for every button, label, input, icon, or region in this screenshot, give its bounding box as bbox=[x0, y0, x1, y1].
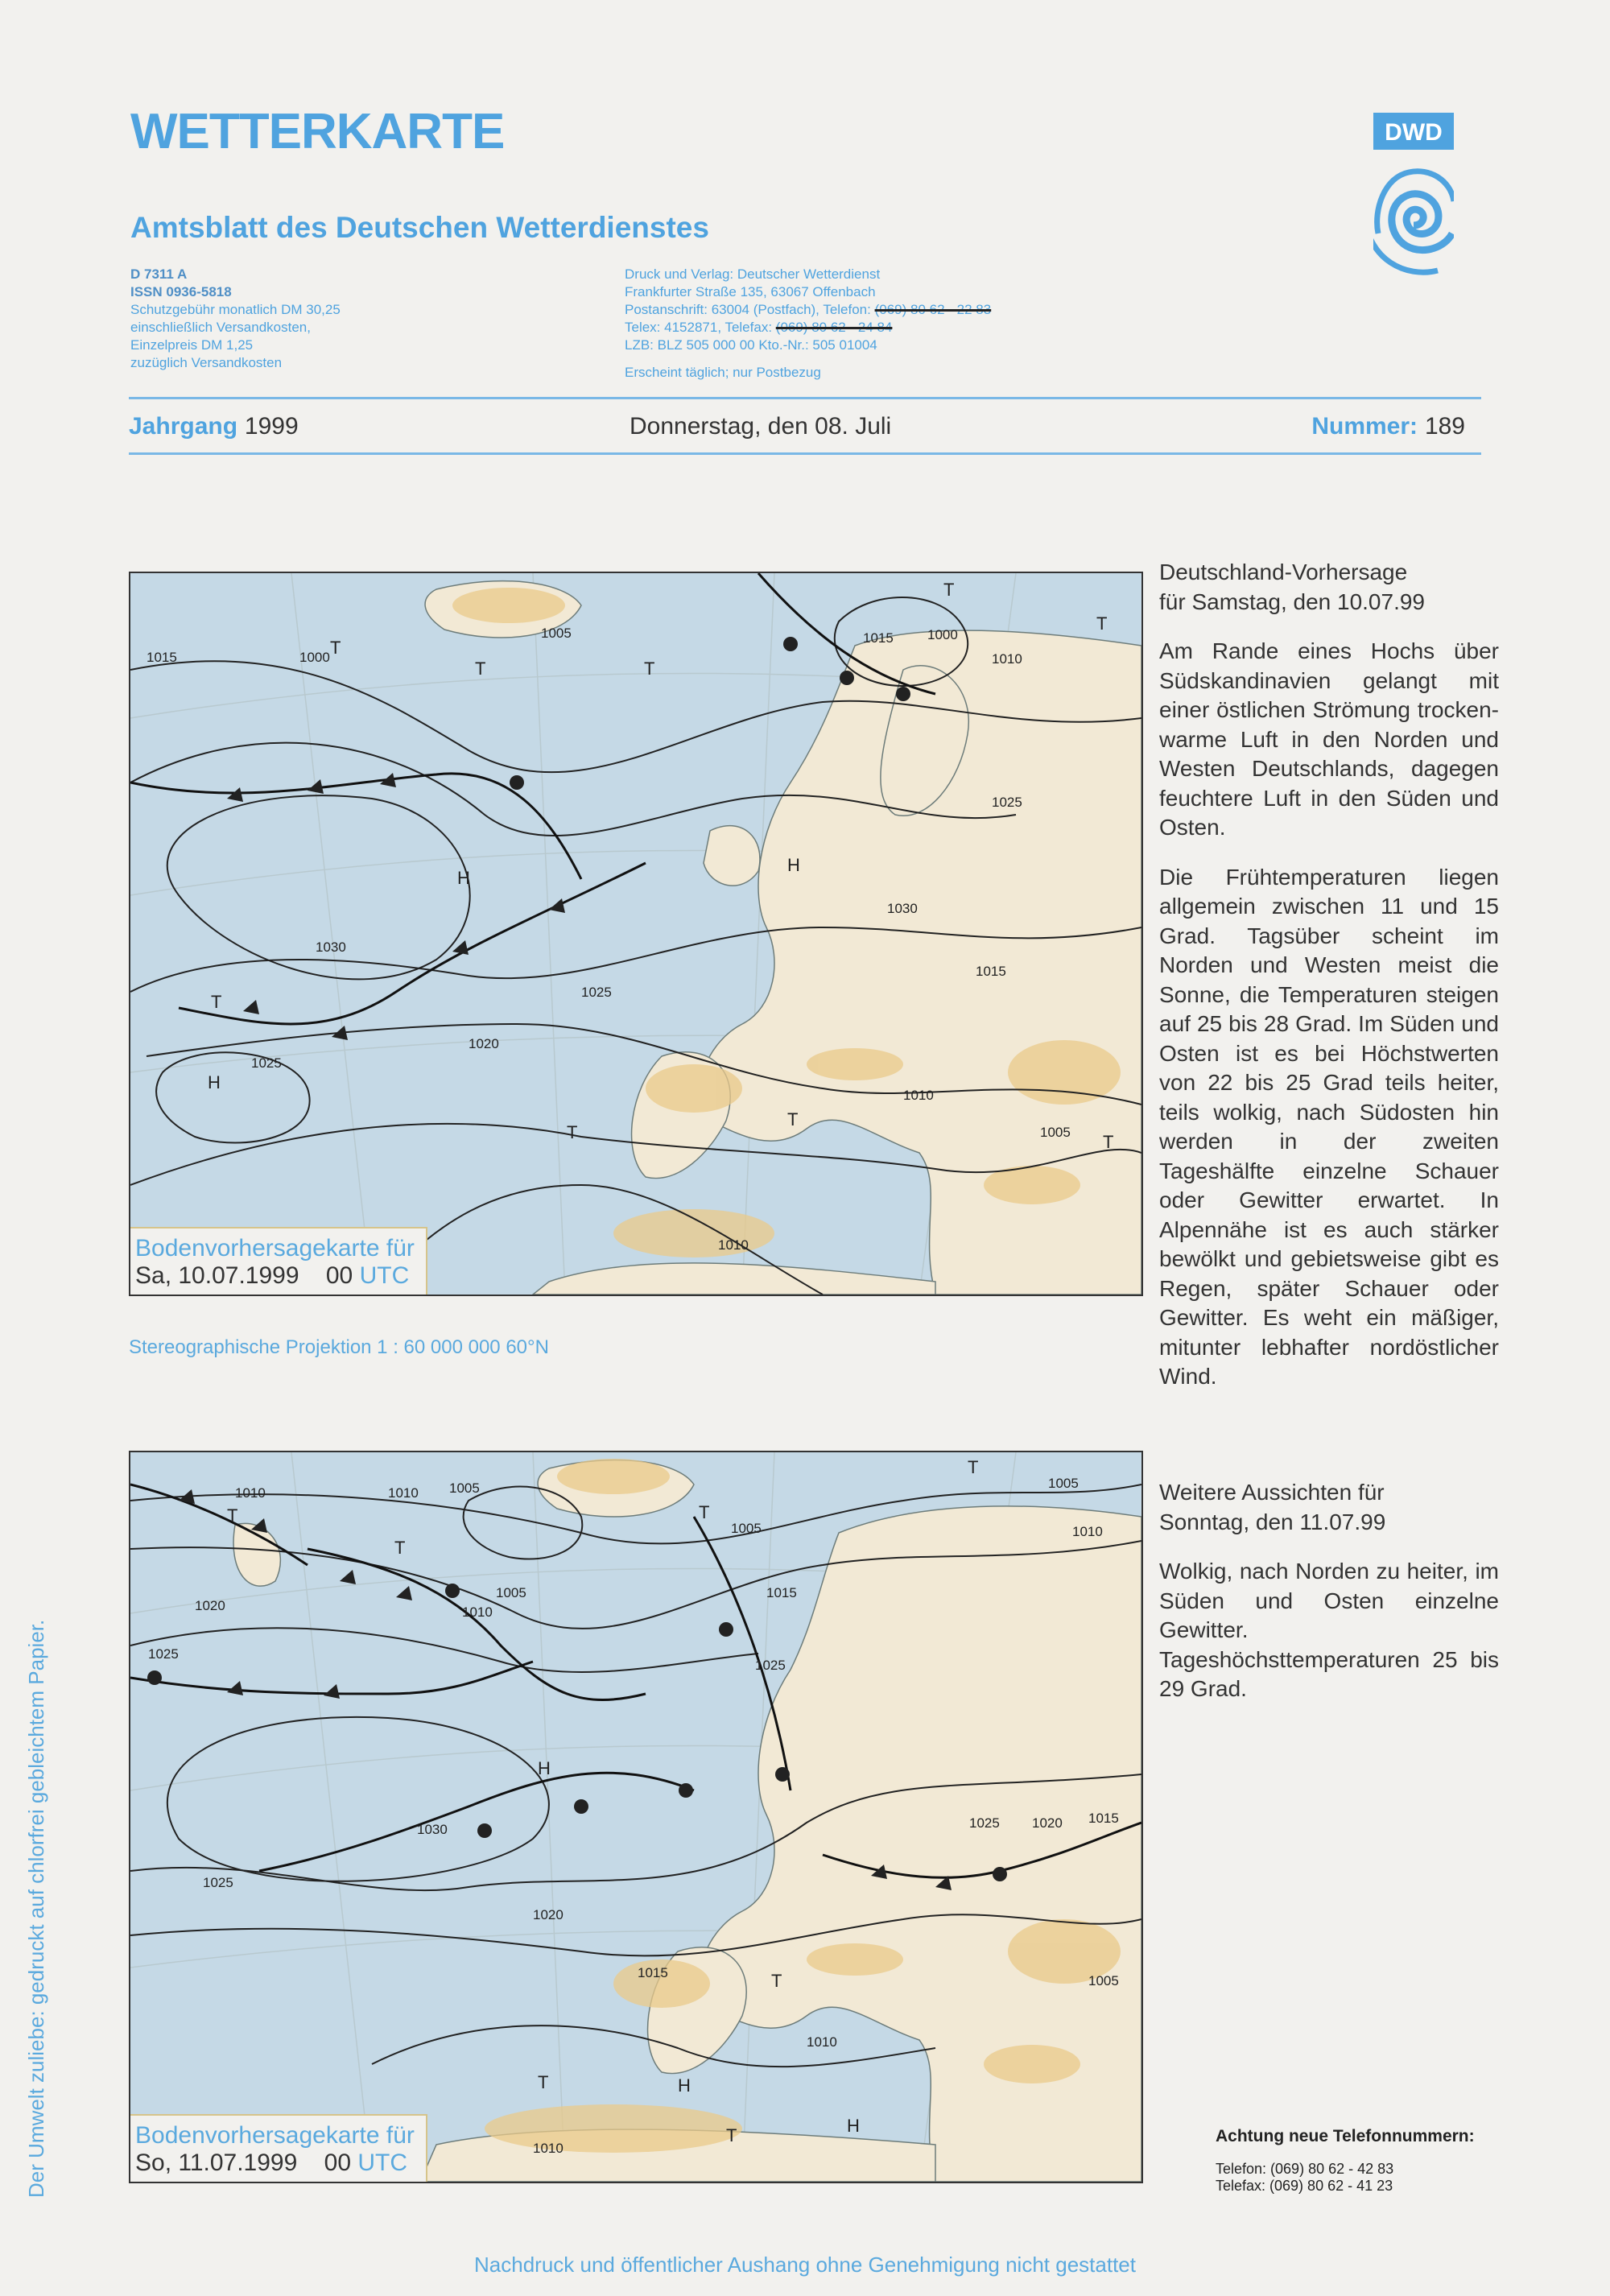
publisher-address: Frankfurter Straße 135, 63067 Offenbach bbox=[625, 284, 876, 299]
low-pressure-mark: T bbox=[787, 1109, 799, 1129]
isobar-label: 1010 bbox=[1072, 1524, 1103, 1539]
postal-line: Postanschrift: 63004 (Postfach), Telefon: (069) 80 62 - 22 83 bbox=[625, 302, 992, 317]
fee-line: Schutzgebühr monatlich DM 30,25 bbox=[130, 302, 341, 317]
forecast-paragraph: Am Rande eines Hochs über Südskandinavien gelangt mit einer östlichen Strömung trocken-warme Luft in den Norden und Westen Deutschlands, dagegen feuchtere Luft in den Süden und Osten. bbox=[1159, 638, 1499, 840]
isobar-label: 1025 bbox=[148, 1646, 179, 1662]
old-fax: (069) 80 62 - 24 84 bbox=[775, 320, 893, 335]
forecast-map-saturday bbox=[129, 572, 1143, 1296]
isobar-label: 1010 bbox=[992, 651, 1022, 667]
isobar-label: 1005 bbox=[541, 626, 572, 641]
high-pressure-mark: H bbox=[678, 2075, 691, 2096]
environment-note: Der Umwelt zuliebe: gedruckt auf chlorfrei gebleichtem Papier. bbox=[24, 1619, 48, 2198]
isobar-label: 1015 bbox=[147, 650, 177, 665]
isobar-label: 1005 bbox=[1040, 1125, 1071, 1140]
isobar-label: 1000 bbox=[299, 650, 330, 665]
forecast-heading-date: für Samstag, den 10.07.99 bbox=[1159, 588, 1425, 614]
isobar-label: 1025 bbox=[969, 1815, 1000, 1831]
low-pressure-mark: T bbox=[330, 638, 341, 658]
isobar-label: 1015 bbox=[976, 964, 1006, 979]
low-pressure-mark: T bbox=[644, 659, 655, 679]
publication-code: D 7311 A bbox=[130, 266, 188, 282]
high-pressure-mark: H bbox=[787, 855, 800, 875]
dwd-logo bbox=[1373, 113, 1454, 306]
bank-line: LZB: BLZ 505 000 00 Kto.-Nr.: 505 01004 bbox=[625, 337, 877, 353]
old-phone: (069) 80 62 - 22 83 bbox=[874, 302, 992, 317]
projection-note: Stereographische Projektion 1 : 60 000 000 60°N bbox=[129, 1336, 549, 1358]
fee-line: einschließlich Versandkosten, bbox=[130, 320, 311, 335]
publication-title: WETTERKARTE bbox=[130, 104, 505, 159]
notice-phone: Telefon: (069) 80 62 - 42 83 bbox=[1216, 2161, 1394, 2177]
fee-line: Einzelpreis DM 1,25 bbox=[130, 337, 254, 353]
low-pressure-mark: T bbox=[227, 1505, 238, 1526]
issue-bar bbox=[129, 409, 1481, 451]
low-pressure-mark: T bbox=[567, 1122, 578, 1142]
isobar-label: 1020 bbox=[469, 1036, 499, 1051]
isobar-label: 1020 bbox=[533, 1907, 564, 1922]
low-pressure-mark: T bbox=[211, 992, 222, 1012]
isobar-label: 1025 bbox=[992, 795, 1022, 810]
notice-title: Achtung neue Telefonnummern: bbox=[1216, 2127, 1475, 2145]
logo-text: DWD bbox=[1385, 119, 1443, 146]
isobar-label: 1010 bbox=[235, 1485, 266, 1501]
forecast-sunday bbox=[1159, 1478, 1499, 1724]
low-pressure-mark: T bbox=[1096, 613, 1108, 634]
high-pressure-mark: H bbox=[457, 868, 470, 888]
isobar-label: 1005 bbox=[1048, 1476, 1079, 1491]
fee-line: zuzüglich Versandkosten bbox=[130, 355, 283, 370]
isobar-label: 1005 bbox=[496, 1585, 526, 1600]
map-title: Bodenvorhersagekarte für bbox=[135, 1235, 415, 1262]
isobar-label: 1025 bbox=[251, 1055, 282, 1071]
isobar-label: 1030 bbox=[316, 939, 346, 955]
isobar-label: 1030 bbox=[887, 901, 918, 916]
isobar-label: 1005 bbox=[731, 1521, 762, 1536]
isobar-label: 1010 bbox=[388, 1485, 419, 1501]
number-label: Nummer: bbox=[1311, 413, 1418, 440]
map-caption bbox=[130, 1227, 427, 1295]
year-value: 1999 bbox=[244, 413, 299, 440]
map-caption bbox=[130, 2114, 427, 2182]
publication-subtitle: Amtsblatt des Deutschen Wetterdienstes bbox=[130, 211, 709, 244]
outlook-paragraph: Wolkig, nach Norden zu heiter, im Süden und Osten einzelne Gewitter. Tageshöchsttemperaturen 25 bis 29 Grad. bbox=[1159, 1559, 1499, 1701]
map-title: Bodenvorhersagekarte für bbox=[135, 2122, 415, 2149]
low-pressure-mark: T bbox=[538, 2072, 549, 2092]
map-valid-time: Sa, 10.07.1999 00 UTC bbox=[135, 1262, 410, 1289]
forecast-heading: Deutschland-Vorhersage bbox=[1159, 560, 1408, 584]
outlook-heading-date: Sonntag, den 11.07.99 bbox=[1159, 1509, 1386, 1534]
isobar-label: 1015 bbox=[638, 1965, 668, 1980]
issn: ISSN 0936-5818 bbox=[130, 284, 232, 299]
map-valid-time: So, 11.07.1999 00 UTC bbox=[135, 2149, 408, 2176]
isobar-label: 1005 bbox=[1088, 1973, 1119, 1988]
issue-date: Donnerstag, den 08. Juli bbox=[630, 413, 892, 440]
isobar-label: 1005 bbox=[449, 1480, 480, 1496]
publisher-info bbox=[625, 266, 1124, 382]
isobar-label: 1010 bbox=[807, 2034, 837, 2050]
outlook-heading: Weitere Aussichten für bbox=[1159, 1480, 1385, 1505]
low-pressure-mark: T bbox=[394, 1538, 406, 1558]
isobar-label: 1010 bbox=[903, 1088, 934, 1103]
isobar-label: 1025 bbox=[755, 1658, 786, 1673]
low-pressure-mark: T bbox=[943, 580, 955, 600]
isobar-label: 1025 bbox=[581, 985, 612, 1000]
high-pressure-mark: H bbox=[208, 1072, 221, 1092]
forecast-map-sunday bbox=[129, 1451, 1143, 2183]
low-pressure-mark: T bbox=[771, 1971, 782, 1991]
year-label: Jahrgang bbox=[129, 413, 238, 440]
low-pressure-mark: T bbox=[726, 2125, 737, 2145]
forecast-saturday bbox=[1159, 558, 1499, 1412]
isobar-label: 1015 bbox=[1088, 1811, 1119, 1826]
number-value: 189 bbox=[1424, 413, 1465, 440]
isobar-label: 1010 bbox=[533, 2141, 564, 2156]
high-pressure-mark: H bbox=[847, 2116, 860, 2136]
isobar-label: 1015 bbox=[766, 1585, 797, 1600]
subscription-info bbox=[130, 266, 477, 372]
footer-copyright: Nachdruck und öffentlicher Aushang ohne Genehmigung nicht gestattet bbox=[474, 2253, 1136, 2277]
publisher-line: Druck und Verlag: Deutscher Wetterdienst bbox=[625, 266, 881, 282]
isobar-label: 1020 bbox=[1032, 1815, 1063, 1831]
high-pressure-mark: H bbox=[538, 1758, 551, 1778]
low-pressure-mark: T bbox=[699, 1502, 710, 1522]
isobar-label: 1015 bbox=[863, 630, 894, 646]
isobar-label: 1010 bbox=[718, 1237, 749, 1253]
forecast-paragraph: Die Frühtemperaturen liegen allgemein zwischen 11 und 15 Grad. Tagsüber scheint im Norden und Westen meist die Sonne, die Temperaturen steigen auf 25 bis 28 Grad. Im Süden und Osten ist es bei Höchstwerten von 22 bis 25 Grad teils heiter, teils wolkig, nach Südosten hin werden in der zweiten Tageshälfte einzelne Schauer oder Gewitter erwartet. In Alpennähe ist es auch stärker bewölkt und gebietsweise gibt es Regen, später Schauer oder Gewitter. Es weht ein mäßiger, mitunter lebhafter nordöstlicher Wind. bbox=[1159, 864, 1499, 1389]
isobar-label: 1000 bbox=[927, 627, 958, 642]
telex-line: Telex: 4152871, Telefax: (069) 80 62 - 24 84 bbox=[625, 320, 893, 335]
isobar-label: 1025 bbox=[203, 1875, 233, 1890]
low-pressure-mark: T bbox=[475, 659, 486, 679]
notice-fax: Telefax: (069) 80 62 - 41 23 bbox=[1216, 2178, 1393, 2194]
isobar-label: 1030 bbox=[417, 1822, 448, 1837]
phone-notice bbox=[1216, 2127, 1521, 2195]
low-pressure-mark: T bbox=[968, 1457, 979, 1477]
isobar-label: 1010 bbox=[462, 1604, 493, 1620]
frequency-line: Erscheint täglich; nur Postbezug bbox=[625, 365, 821, 380]
isobar-label: 1020 bbox=[195, 1598, 225, 1613]
low-pressure-mark: T bbox=[1103, 1132, 1114, 1152]
